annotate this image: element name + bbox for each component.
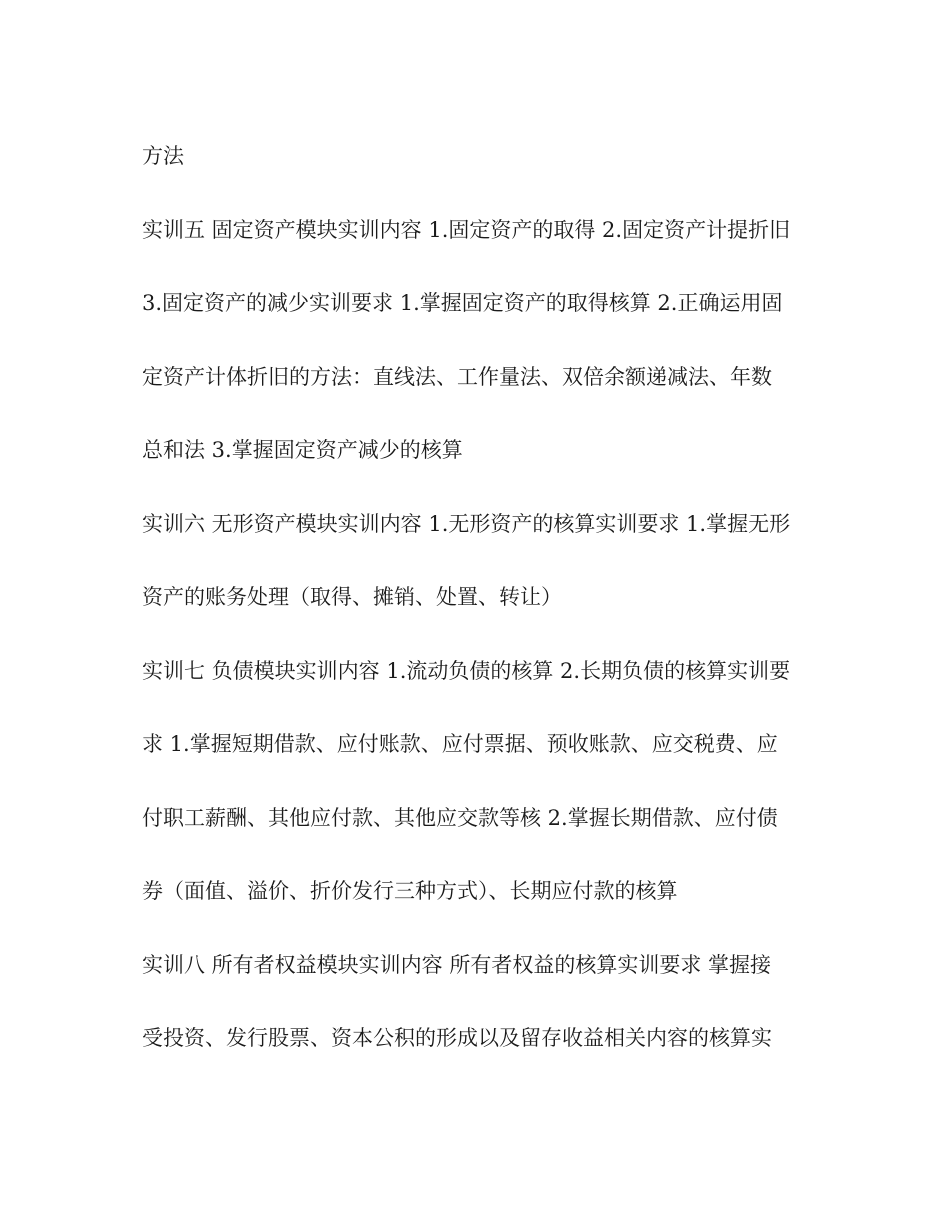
- text-line: 方法: [142, 144, 184, 168]
- text-line: 求 1.掌握短期借款、应付账款、应付票据、预收账款、应交税费、应: [142, 732, 778, 756]
- text-line: 实训五 固定资产模块实训内容 1.固定资产的取得 2.固定资产计提折旧: [142, 217, 791, 242]
- text-line: 总和法 3.掌握固定资产减少的核算: [142, 438, 463, 462]
- text-line: 受投资、发行股票、资本公积的形成以及留存收益相关内容的核算实: [142, 1026, 772, 1050]
- text-line: 实训八 所有者权益模块实训内容 所有者权益的核算实训要求 掌握接: [142, 952, 772, 977]
- text-line: 实训六 无形资产模块实训内容 1.无形资产的核算实训要求 1.掌握无形: [142, 511, 791, 536]
- text-line: 实训七 负债模块实训内容 1.流动负债的核算 2.长期负债的核算实训要: [142, 658, 791, 683]
- document-body: [142, 132, 822, 1088]
- text-line: 资产的账务处理（取得、摊销、处置、转让）: [142, 585, 562, 609]
- text-line: 券（面值、溢价、折价发行三种方式）、长期应付款的核算: [142, 879, 678, 903]
- text-line: 付职工薪酬、其他应付款、其他应交款等核 2.掌握长期借款、应付债: [142, 805, 778, 830]
- text-line: 定资产计体折旧的方法：直线法、工作量法、双倍余额递减法、年数: [142, 364, 772, 389]
- text-line: 3.固定资产的减少实训要求 1.掌握固定资产的取得核算 2.正确运用固: [142, 291, 783, 315]
